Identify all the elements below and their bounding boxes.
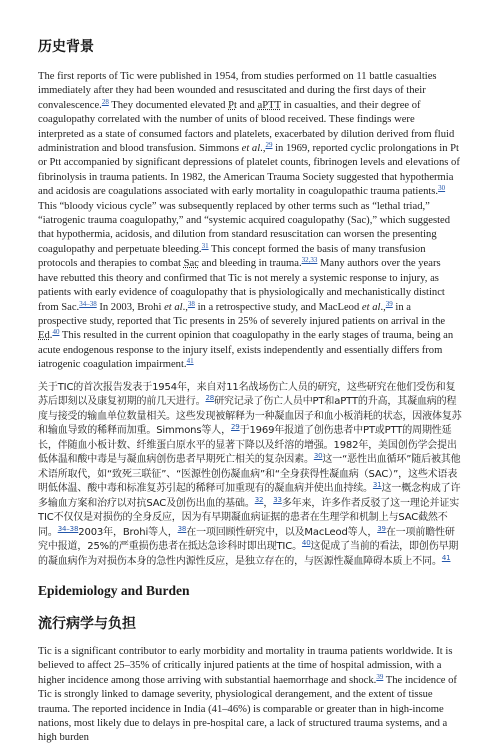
text-run: Tic is a significant contributor to early morbidity and mortality in trauma patients worldwide. It is believed to affect 25–35% of critically injured patients at the time of hospital admission, with a higher incidence among those arriving with substantial haemorrhage and shock. xyxy=(38,646,453,686)
citation-link[interactable]: 28 xyxy=(101,97,109,106)
italic-text: et al xyxy=(164,301,183,313)
text-run: The incidence of Tic is strongly linked to damage severity, physiological derangement, and the extent of tissue trauma. The reported incidence in India (41–46%) is comparable or greater than in high-income nations, most likely due to delays in pre-hospital care, a lack of structured trauma systems, and a high burden xyxy=(38,674,457,744)
text-run: 在一项前瞻性研究中报道，25%的严重损伤患者在抵达急诊科时即出现TIC。 xyxy=(38,526,455,553)
article-body xyxy=(38,0,462,746)
citation-link[interactable]: 39 xyxy=(385,299,393,308)
text-run: 多年来，许多作者反驳了这一理论并证实TIC不仅仅是对损伤的全身反应，因为有早期凝血病证据的患者在生理学和机制上与SAC截然不同。 xyxy=(38,497,460,538)
text-run: 这促成了当前的看法，即创伤早期的凝血病作为对损伤本身的急性内源性反应，是独立存在的，与医源性凝血障碍本质上不同。 xyxy=(38,541,459,567)
citation-link[interactable]: 40 xyxy=(52,328,60,337)
text-run: and xyxy=(236,99,258,111)
text-run: 在一项回顾性研究中，以及MacLeod等人， xyxy=(186,526,378,538)
text-run: in a prospective study, reported that Tic presents in 25% of severely injured patients on arrival in the xyxy=(38,301,446,327)
text-run: Many authors over the years have rebutted this theory and confirmed that Tic is not merely a systemic response to injury, as patients with early evidence of coagulopathy that is physiologically and mechanistically distinct from Sac. xyxy=(38,258,445,313)
citation-link[interactable]: 31 xyxy=(372,481,382,490)
text-run: In 2003, Brohi xyxy=(96,301,165,313)
text-run: 于1969年报道了创伤患者中PT或PTT的周期性延长，伴随血小板计数、纤维蛋白原水平的显著下降以及纤溶的增强。1982年，美国创伤学会提出低体温和酸中毒是与凝血病创伤患者早期死亡相关的复杂因素。 xyxy=(38,425,457,466)
abbreviation[interactable]: aPTT xyxy=(257,99,281,111)
text-run: ， xyxy=(263,497,274,509)
abbreviation[interactable]: Sac xyxy=(183,258,199,270)
heading-epidemiology-en: Epidemiology and Burden xyxy=(38,583,190,599)
abbreviation[interactable]: Pt xyxy=(228,99,237,111)
text-run: 关于TIC的首次报告发表于1954年，来自对11名战场伤亡人员的研究，这些研究在他们受伤和复苏后即刻以及康复初期的前几天进行。 xyxy=(38,381,456,408)
text-run: in casualties, and their degree of coagulopathy correlated with the number of units of blood received. These findings were interpreted as a state of consumed factors and platelets, exacerbated by dilution derived from fluid administration and blood transfusion. Simmons xyxy=(38,99,455,155)
paragraph-epidemiology-en xyxy=(38,645,462,746)
citation-link[interactable]: 32 xyxy=(254,495,264,504)
citation-link[interactable]: 38 xyxy=(187,299,195,308)
text-run: 2003年，Brohi等人， xyxy=(78,526,178,538)
citation-link[interactable]: 30 xyxy=(313,452,323,461)
text-run: and bleeding in trauma. xyxy=(198,258,302,270)
text-run: The first reports of Tic were published in 1954, from studies performed on 11 battle casualties immediately after they had been wounded and resuscitated and during the first days of their convalescence. xyxy=(38,71,437,111)
citation-link[interactable]: 32,33 xyxy=(301,256,318,265)
text-run: . xyxy=(49,330,53,342)
citation-link[interactable]: 30 xyxy=(438,184,446,193)
text-run: ., xyxy=(380,301,386,313)
text-run: This concept formed the basis of many transfusion protocols and therapies to combat xyxy=(38,243,426,270)
citation-link[interactable]: 39 xyxy=(376,672,384,681)
citation-link[interactable]: 31 xyxy=(201,241,209,250)
citation-link[interactable]: 29 xyxy=(265,141,273,150)
text-run: ., xyxy=(260,143,266,155)
text-run: 这一概念构成了许多输血方案和治疗以对抗SAC及创伤出血的基础。 xyxy=(38,483,461,509)
citation-link[interactable]: 38 xyxy=(177,524,187,533)
text-run: ., xyxy=(182,301,188,313)
text-run: in a retrospective study, and MacLeod xyxy=(194,301,362,313)
heading-history-zh: 历史背景 xyxy=(38,39,94,55)
citation-link[interactable]: 33 xyxy=(273,495,282,504)
text-run: 这一“恶性出血循环”随后被其他术语所取代，如“致死三联征”、“医源性创伤凝血病”和“全身获得性凝血病（SAC）”，这些术语表明低体温、酸中毒和标准复苏引起的稀释可加重现有的凝血病并使出血持续。 xyxy=(38,454,461,495)
italic-text: et al xyxy=(361,301,381,313)
citation-link[interactable]: 40 xyxy=(301,539,311,548)
italic-text: et al xyxy=(241,143,261,155)
citation-link[interactable]: 39 xyxy=(377,524,386,533)
heading-epidemiology-zh: 流行病学与负担 xyxy=(38,616,136,633)
text-run: This resulted in the current opinion that coagulopathy in the early stages of trauma, being an acute endogenous response to the injury itself, exists independently and essentially differs from iatrogenic coagulation impairment. xyxy=(38,330,454,371)
text-run: This “bloody vicious cycle” was subsequently replaced by other terms such as “lethal triad,” “iatrogenic trauma coagulopathy,” and “systemic acquired coagulopathy (Sac),” which suggested that hypothermia, acidosis, and dilution from standard resuscitation can worsen the presenting coagulopathy and perpetuate bleeding. xyxy=(38,200,451,255)
citation-link[interactable]: 28 xyxy=(205,394,215,403)
text-run: 研究记录了伤亡人员中PT和aPTT的升高，其凝血病的程度与接受的输血单位数量相关。这些发现被解释为一种凝血因子和血小板消耗的状态，因液体复苏和输血导致的稀释而加重。Simmons等人， xyxy=(38,396,462,437)
citation-link[interactable]: 41 xyxy=(186,357,194,366)
paragraph-history-zh xyxy=(38,381,462,570)
text-run: in 1969, reported cyclic prolongations in Pt or Ptt accompanied by significant depressions of platelet counts, fibrinogen levels and elevations of fibrinolysis in trauma patients. In 1982, the American Trauma Society suggested that hypothermia and acidosis are coagulations associated with early mortality in coagulopathic trauma patients. xyxy=(38,143,460,198)
text-run: They documented elevated xyxy=(108,99,229,111)
citation-link[interactable]: 34–38 xyxy=(57,524,79,533)
citation-link[interactable]: 29 xyxy=(230,423,240,432)
abbreviation[interactable]: Ed xyxy=(38,330,50,342)
paragraph-history-en xyxy=(38,70,462,373)
citation-link[interactable]: 41 xyxy=(441,553,451,562)
citation-link[interactable]: 34–38 xyxy=(79,299,97,308)
